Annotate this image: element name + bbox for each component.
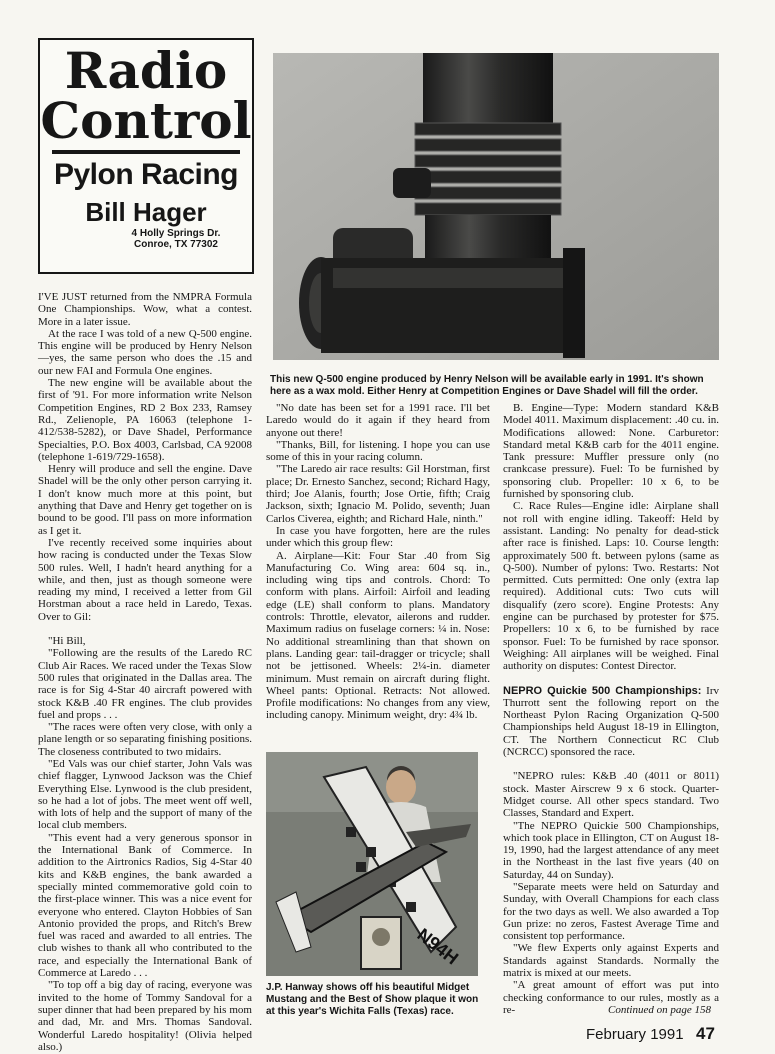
plane-illustration	[266, 752, 478, 976]
plane-photo	[266, 752, 478, 976]
paragraph: At the race I was told of a new Q-500 engine. This engine will be produced by Henry Nelson—yes, the same person who does the .15 and our new FAI and Formula One engines.	[38, 327, 252, 377]
engine-photo-caption: This new Q-500 engine produced by Henry Nelson will be available early in 1991. It's shown here as a wax mold. Either Henry at Competition Engines or Dave Shadel will fill the order.	[270, 374, 704, 397]
column-title-line1: Radio	[64, 41, 228, 100]
paragraph: "A great amount of effort was put into checking conformance to our rules, mostly as a re-	[503, 979, 719, 1016]
paragraph: "The NEPRO Quickie 500 Championships, which took place in Ellington, CT on August 18-19, 1990, had the largest attendance of any meet in the Northeast in the last five years (40 on Saturday, 44 on Sunday).	[503, 819, 719, 881]
paragraph: "The races were often very close, with only a plane length or so separating finishing positions. The closeness contributed to two midairs.	[38, 721, 252, 758]
continued-line: Continued on page 158	[608, 1004, 711, 1016]
paragraph: "NEPRO rules: K&B .40 (4011 or 8011) stock. Master Airscrew 9 x 6 stock. Quarter-Midget course. All other specs standard. Two Classes, Standard and Expert.	[503, 770, 719, 820]
column-2	[266, 402, 490, 722]
paragraph: In case you have forgotten, here are the rules under which this group flew:	[266, 524, 490, 550]
page-number: 47	[696, 1024, 715, 1043]
paragraph: "Separate meets were held on Saturday and Sunday, with Overall Champions for each class for the two days as well. We also awarded a Top Gun prize: no zeros, Fastest Average Time and consistent top performance.	[503, 880, 719, 943]
footer-date: February 1991	[586, 1026, 684, 1043]
column-title-line2: Control	[40, 91, 252, 150]
paragraph: B. Engine—Type: Modern standard K&B Model 4011. Maximum displacement: .40 cu. in. Modifications allowed: None. Carburetor: Standard metal K&B carb for the 4011 engine. Tank pressure: Muffler pressure only (no crankcase pressure). Fuel: To be furnished by sponsoring club. Propeller: 10 x 6, to be furnished by sponsoring club.	[503, 402, 719, 501]
paragraph: "Following are the results of the Laredo RC Club Air Races. We raced under the Texas Slow 500 rules that originated in the Dallas area. The race is for Sig 4-Star 40 aircraft powered with stock K&B .40 FR engines. The club provides fuel and props . . .	[38, 647, 252, 721]
paragraph-nepro-intro	[503, 685, 719, 759]
author-name: Bill Hager	[85, 197, 207, 227]
plane-photo-caption: J.P. Hanway shows off his beautiful Midget Mustang and the Best of Show plaque it won at this year's Wichita Falls (Texas) race.	[266, 982, 479, 1017]
column-subtitle: Pylon Racing	[53, 158, 239, 191]
paragraph: "Ed Vals was our chief starter, John Vals was chief flagger, Lynwood Jackson was the Chief Everything Else. Lynwood is the club president, so he had a lot of jobs. The meet went off well, with lots of help and the support of many of the local club members.	[38, 757, 252, 832]
section-heading: NEPRO Quickie 500 Championships:	[503, 684, 702, 697]
paragraph: I'VE JUST returned from the NMPRA Formula One Championships. Wow, what a contest. More in a later issue.	[38, 291, 252, 328]
paragraph: "This event had a very generous sponsor in the International Bank of Commerce. In addition to the Airtronics Radios, Sig 4-Star 40 kits and K&B engines, the bank awarded a specially minted commemorative gold coin to the first-place winner. This was a nice event for everyone who entered. Clayton Hobbies of San Antonio provided the props, and Ritch's Brew fuel was raced and awarded to all entries. The club wishes to thank all who contributed to the race, and especially the International Bank of Commerce at Laredo . . .	[38, 831, 252, 980]
title-rule	[52, 150, 240, 154]
column-3	[503, 402, 719, 1016]
engine-photo	[273, 53, 719, 360]
paragraph: "Thanks, Bill, for listening. I hope you can use some of this in your racing column.	[266, 438, 490, 464]
paragraph: "The Laredo air race results: Gil Horstman, first place; Dr. Ernesto Sanchez, second; Richard Hagy, third; Joe Alanis, fourth; Jose Ortie, fifth; Craig Jackson, sixth; Ignacio M. Polido, seventh; Juan Carlos Civerea, eighth; and Richard Hale, ninth."	[266, 463, 490, 525]
paragraph: C. Race Rules—Engine idle: Airplane shall not roll with engine idling. Takeoff: Held by assistant. Landing: No penalty for dead-stick after race is finished. Laps: 10. Course length: approximately 500 ft. between pylons (same as Q-500). Number of pylons: Two. Restarts: Not permitted. Cuts permitted: One only (extra lap required). Additional cuts: Two cuts will disqualify (zero score). Engine Protests: Any engine can be purchased by protester for $75. Propellers: 10 x 6, to be furnished by race sponsor. Fuel: To be furnished by race sponsor. Weighing: All airplanes will be weighed. Final authority on disputes: Contest Director.	[503, 500, 719, 673]
column-header-box	[38, 38, 254, 274]
paragraph: "Hi Bill,	[48, 635, 86, 648]
column-1	[38, 291, 252, 1053]
author-address-line2: Conroe, TX 77302	[134, 239, 218, 250]
paragraph: "We flew Experts only against Experts and Standards against Standards. Normally the matrix is mixed at our meets.	[503, 942, 719, 980]
paragraph: I've recently received some inquiries about how racing is conducted under the Texas Slow 500 rules. Well, I hadn't heard anything for a while, and then, just as though someone were reading my mind, I received a letter from Gil Horstman about a race held in Laredo, Texas. Over to Gil:	[38, 536, 252, 623]
author-address-line1: 4 Holly Springs Dr.	[131, 228, 221, 239]
plane-registration: N94H	[413, 924, 463, 969]
paragraph: A. Airplane—Kit: Four Star .40 from Sig Manufacturing Co. Wing area: 604 sq. in., including wing tips and controls. Chord: To conform with plans. Airfoil: Airfoil and leading edge (LE) shall conform to plans. Mandatory controls: Throttle, elevator, ailerons and rudder. Maximum radius on fuselage corners: ¼ in. Nose: No additional streamlining than that shown on plans. Landing gear: tail-dragger or tricycle; shall not be jettisoned. Wheels: 2¼-in. diameter minimum. Must remain on aircraft during flight. Wheel pants: Optional. Retracts: Not allowed. Profile modifications: No changes from any view, including canopy. Minimum weight, dry: 4¾ lb.	[266, 549, 490, 722]
paragraph: The new engine will be available about the first of '91. For more information write Nelson Competition Engines, RD 2 Box 233, Ramsey Rd., Zelienople, PA 16063 (telephone 1-412/538-5282), or Dave Shadel, Performance Specialties, P.O. Box 4003, Carlsbad, CA 92008 (telephone 1-619/729-1658).	[38, 377, 252, 463]
paragraph: "No date has been set for a 1991 race. I'll bet Laredo would do it again if they heard from anyone out there!	[266, 402, 490, 439]
paragraph: Henry will produce and sell the engine. Dave Shadel will be the only other person carrying it. I don't know much more at this point, but anything that Dave and Henry get together on is bound to be good. I'll pass on more information as I get it.	[38, 463, 252, 537]
section-heading-text: Irv Thurrott sent the following report on the Northeast Pylon Racing Organization Q-500 Championships held August 18-19 in Ellington, CT. The Northern Connecticut RC Club (NCRCC) sponsored the race.	[503, 684, 719, 759]
paragraph: "To top off a big day of racing, everyone was invited to the home of Tommy Sandoval for a super dinner that had been prepared by his mom and dad, Mr. and Mrs. Thomas Sandoval. Wonderful Laredo hospitality! (Olivia helped also.)	[38, 979, 252, 1053]
engine-illustration	[273, 53, 719, 360]
